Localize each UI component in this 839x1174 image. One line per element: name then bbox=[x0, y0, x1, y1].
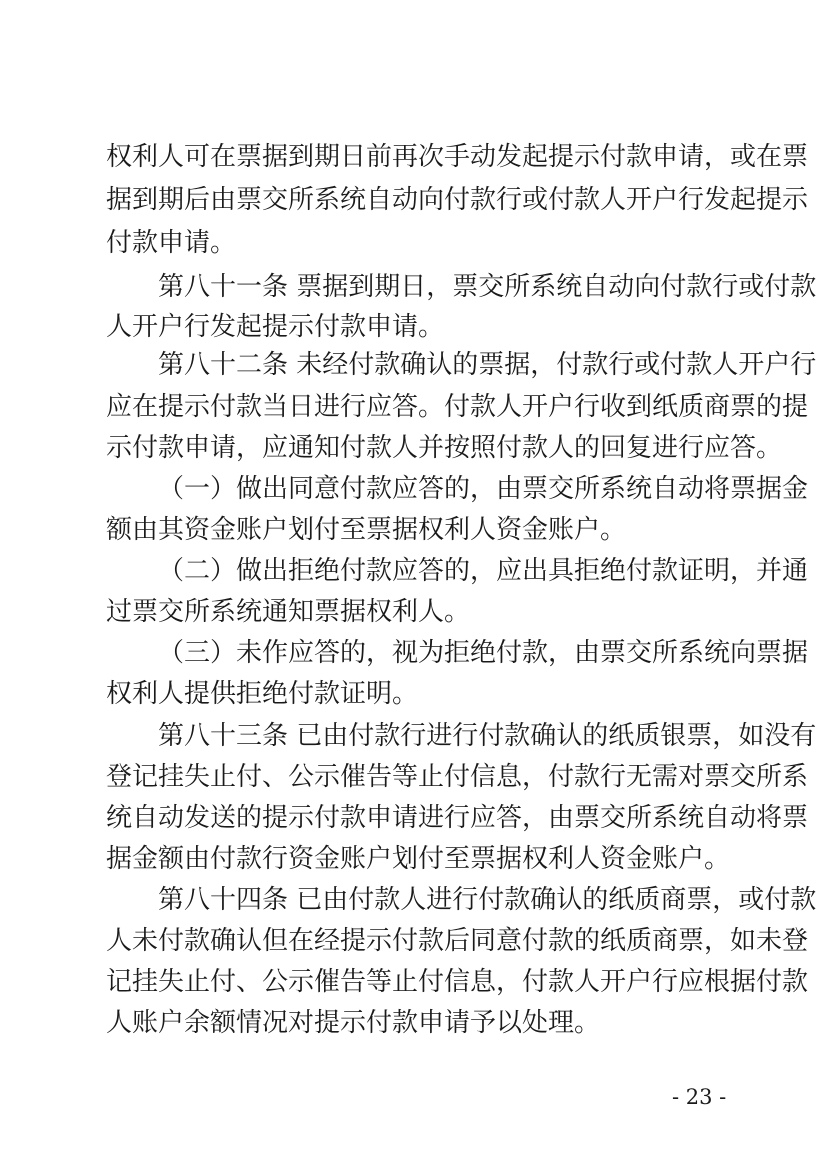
text-line: 人开户行发起提示付款申请。 bbox=[106, 312, 445, 342]
text-line: 额由其资金账户划付至票据权利人资金账户。 bbox=[106, 515, 627, 545]
text-line: 权利人提供拒绝付款证明。 bbox=[106, 679, 419, 709]
text-line: 人未付款确认但在经提示付款后同意付款的纸质商票，如未登 bbox=[106, 926, 809, 956]
article-84-line: 第八十四条 已由付款人进行付款确认的纸质商票，或付款 bbox=[158, 885, 817, 915]
article-82-line: 第八十二条 未经付款确认的票据，付款行或付款人开户行 bbox=[158, 350, 817, 380]
page-number: - 23 - bbox=[672, 1085, 727, 1109]
text-line: 人账户余额情况对提示付款申请予以处理。 bbox=[106, 1008, 601, 1038]
text-line: 登记挂失止付、公示催告等止付信息，付款行无需对票交所系 bbox=[106, 762, 809, 792]
clause-1-line: （一）做出同意付款应答的，由票交所系统自动将票据金 bbox=[158, 474, 809, 504]
text-line: 权利人可在票据到期日前再次手动发起提示付款申请，或在票 bbox=[106, 142, 809, 172]
clause-2-line: （二）做出拒绝付款应答的，应出具拒绝付款证明，并通 bbox=[158, 556, 809, 586]
text-line: 示付款申请，应通知付款人并按照付款人的回复进行应答。 bbox=[106, 433, 783, 463]
text-line: 过票交所系统通知票据权利人。 bbox=[106, 597, 471, 627]
article-81-line: 第八十一条 票据到期日，票交所系统自动向付款行或付款 bbox=[158, 272, 817, 302]
clause-3-line: （三）未作应答的，视为拒绝付款，由票交所系统向票据 bbox=[158, 638, 809, 668]
article-83-line: 第八十三条 已由付款行进行付款确认的纸质银票，如没有 bbox=[158, 721, 817, 751]
text-line: 据到期后由票交所系统自动向付款行或付款人开户行发起提示 bbox=[106, 185, 809, 215]
text-line: 统自动发送的提示付款申请进行应答，由票交所系统自动将票 bbox=[106, 803, 809, 833]
text-line: 付款申请。 bbox=[106, 228, 237, 258]
text-line: 据金额由付款行资金账户划付至票据权利人资金账户。 bbox=[106, 844, 731, 874]
text-line: 记挂失止付、公示催告等止付信息，付款人开户行应根据付款 bbox=[106, 967, 809, 997]
text-line: 应在提示付款当日进行应答。付款人开户行收到纸质商票的提 bbox=[106, 392, 809, 422]
